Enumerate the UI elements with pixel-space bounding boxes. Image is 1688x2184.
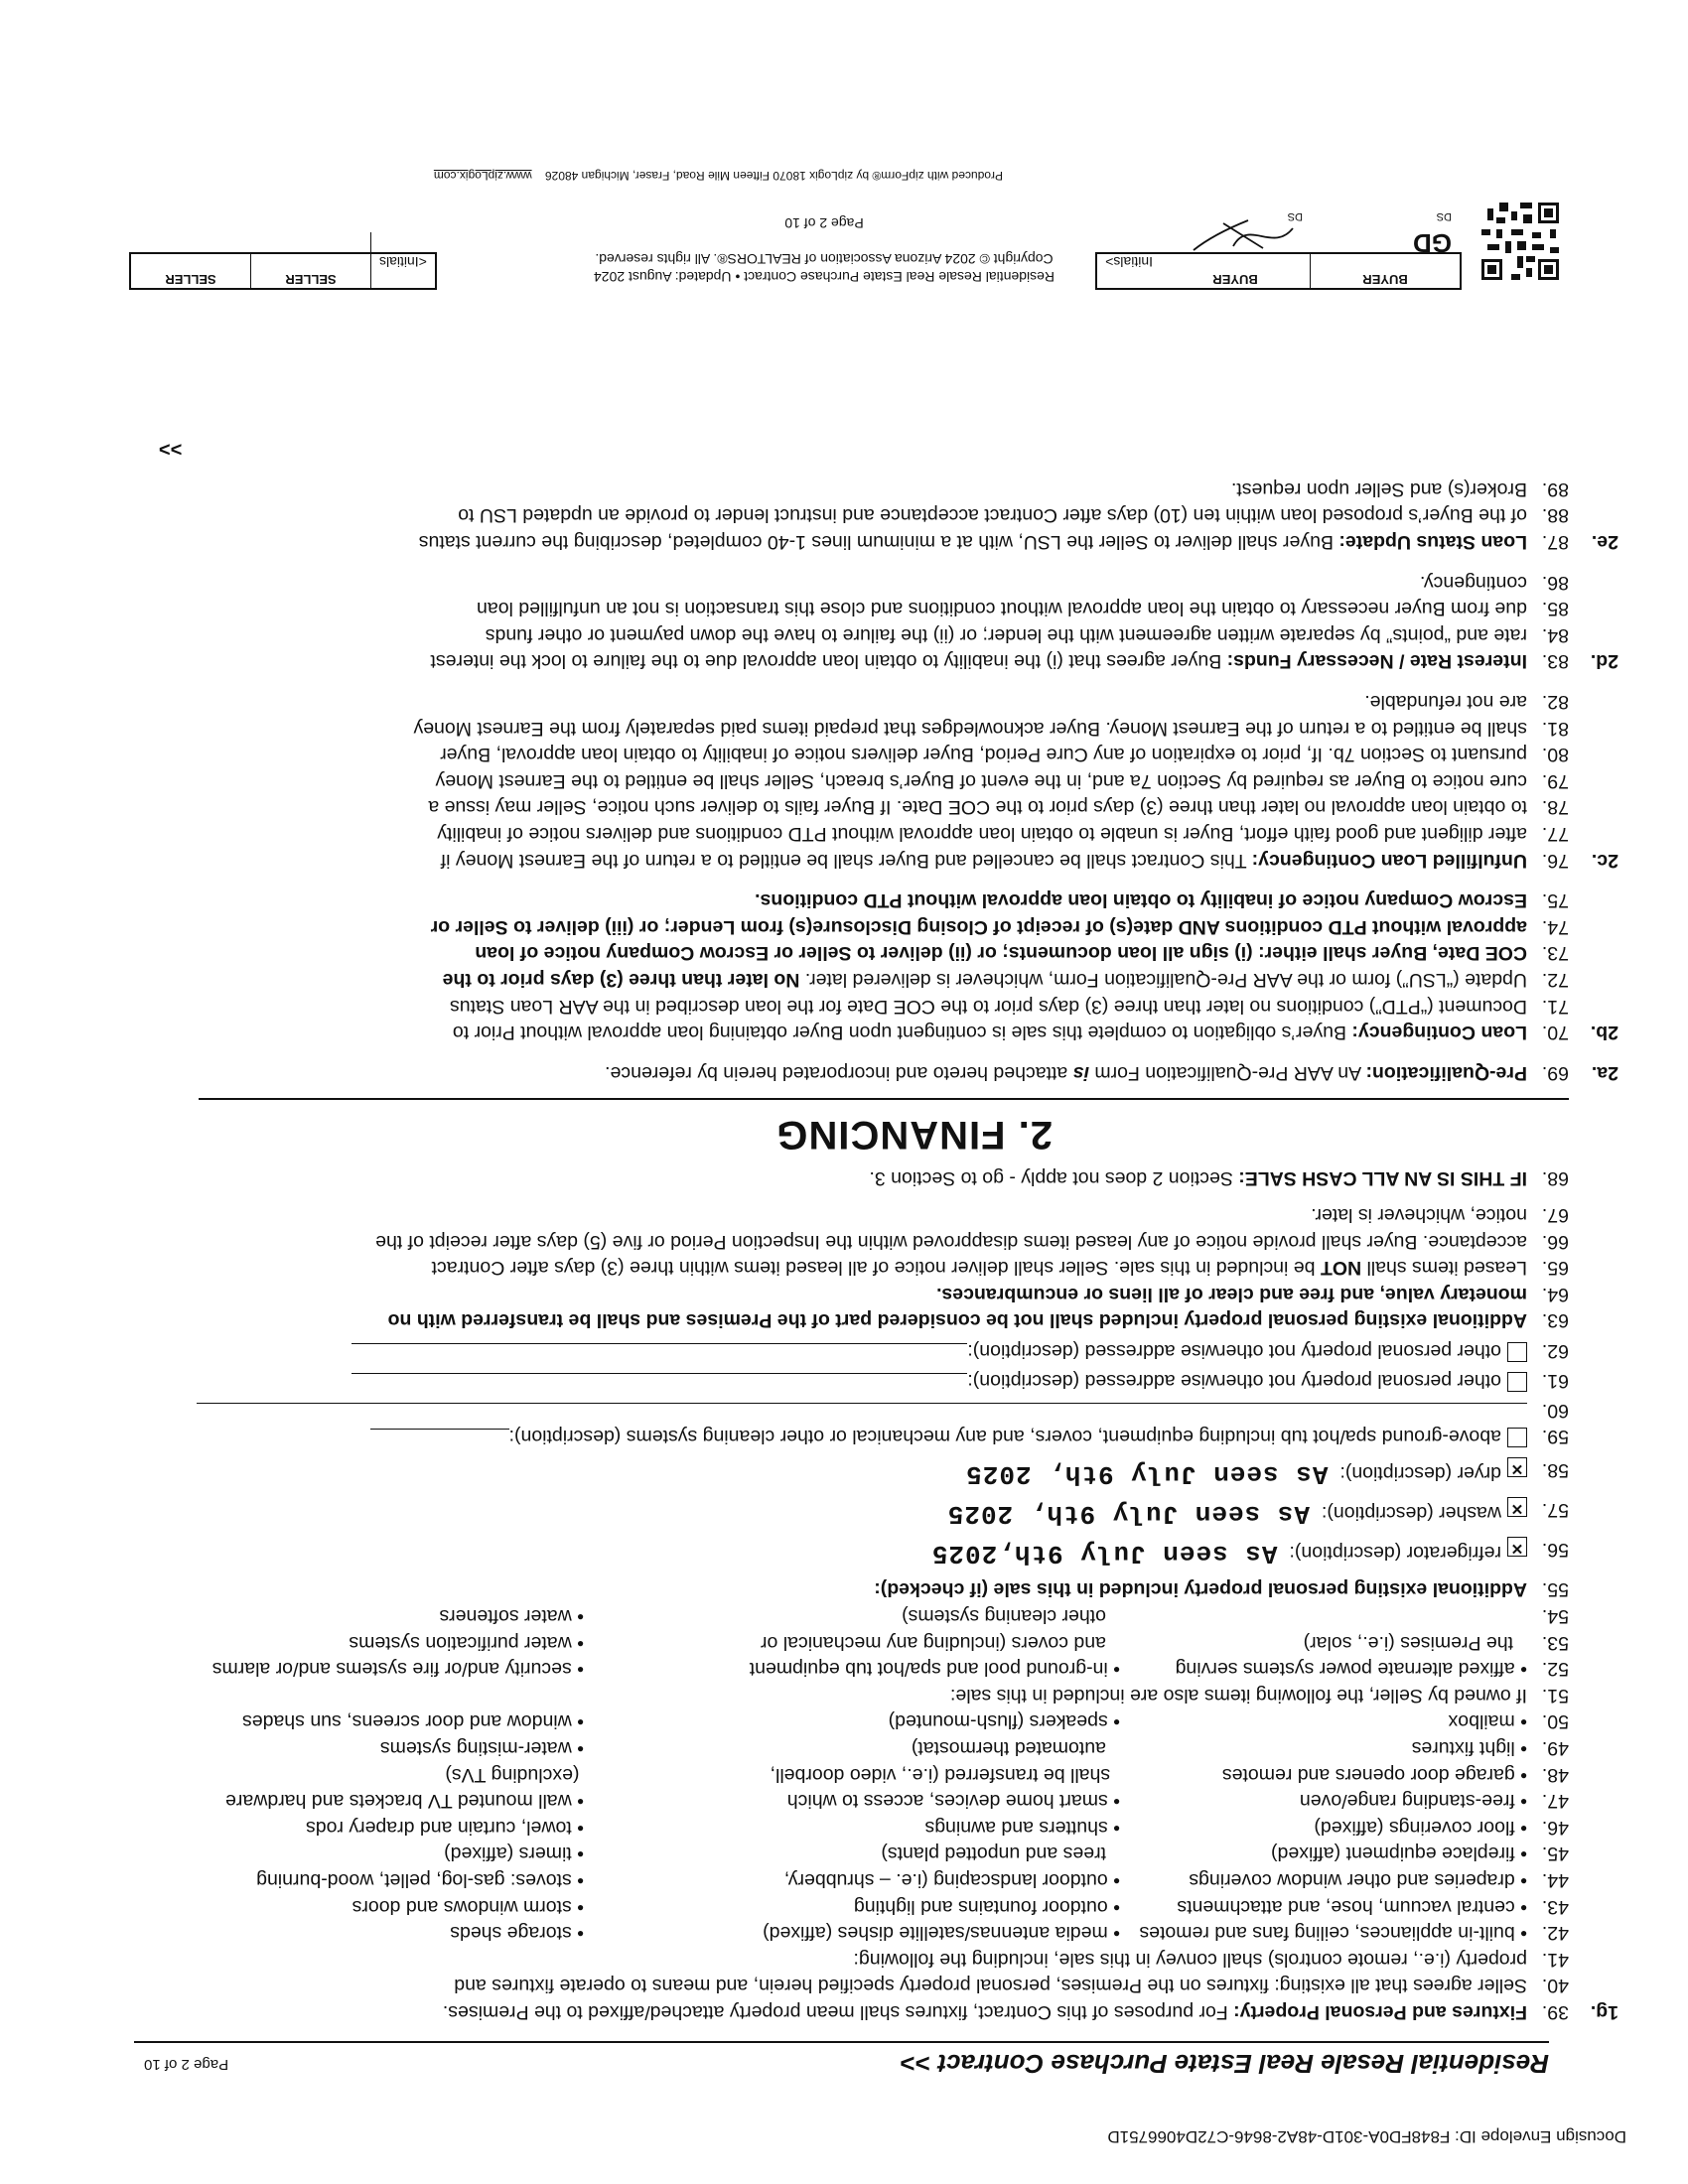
- line-82: [129, 688, 1618, 715]
- line-65: [129, 1255, 1618, 1282]
- line-number: 43.: [1541, 1895, 1569, 1918]
- line-57: [129, 1497, 1618, 1537]
- line-number: 60.: [1541, 1399, 1569, 1422]
- clause-text: Leased items shall: [1361, 1257, 1527, 1280]
- section-label: 2a.: [1591, 1061, 1618, 1084]
- fixture-item: • draperies and other window coverings: [1120, 1866, 1527, 1893]
- line-number: 50.: [1541, 1710, 1569, 1733]
- dryer-checkbox[interactable]: ✕: [1507, 1457, 1527, 1477]
- line-number: 41.: [1541, 1948, 1569, 1971]
- item-label: other personal property not otherwise addressed (description):: [967, 1369, 1501, 1392]
- fixture-item: • built-in appliances, ceiling fans and remotes: [1120, 1920, 1527, 1947]
- refrigerator-checkbox[interactable]: ✕: [1507, 1537, 1527, 1557]
- emphasis: No later than three (3) days prior to the: [442, 968, 800, 991]
- line-74: [129, 913, 1618, 940]
- emphasis: is: [1072, 1061, 1089, 1084]
- line-66: [129, 1228, 1618, 1255]
- clause-text: contingency.: [1419, 571, 1527, 594]
- emphasis: NOT: [1320, 1257, 1362, 1280]
- clause-heading: Unfulfilled Loan Contingency:: [1251, 849, 1527, 872]
- line-number: 57.: [1541, 1499, 1569, 1522]
- seller-label[interactable]: SELLER: [251, 232, 371, 288]
- clause-text: to obtain loan approval no later than three (3) days prior to the COE Date. If Buyer fails to deliver such notice, Seller may issue a: [428, 796, 1527, 819]
- line-55: [129, 1576, 1618, 1603]
- line-number: 74.: [1541, 915, 1569, 938]
- clause-text: Buyer agrees that (i) the inability to obtain loan approval due to the failure to lock the interest: [430, 650, 1227, 673]
- line-number: 70.: [1541, 1022, 1569, 1044]
- clause-text: Section 2 does not apply - go to Section 3.: [869, 1167, 1239, 1190]
- buyer-initials-signature[interactable]: [1184, 216, 1303, 258]
- fixture-item: • outdoor landscaping (i.e. – shrubbery,: [584, 1866, 1120, 1893]
- line-67: [129, 1201, 1618, 1228]
- buyer-label: BUYER: [1161, 254, 1311, 288]
- fixture-item: • window and door screens, sun shades: [137, 1708, 584, 1735]
- clause-text: Buyer shall deliver to Seller the LSU, with at a minimum lines 1-40 completed, describing the current status: [418, 531, 1339, 554]
- qr-code-icon: [1481, 203, 1559, 280]
- fixture-item: automated thermostat): [911, 1737, 1106, 1760]
- line-48: [129, 1761, 1618, 1788]
- line-78: [129, 794, 1618, 821]
- line-85: [129, 596, 1618, 622]
- line-72: [129, 966, 1618, 993]
- washer-checkbox[interactable]: ✕: [1507, 1497, 1527, 1517]
- line-63: [129, 1307, 1618, 1334]
- line-69: [129, 1059, 1618, 1086]
- section-label: 2e.: [1591, 531, 1618, 554]
- buyer-initials-signature[interactable]: GD: [1413, 228, 1452, 258]
- clause-text: Update (“LSU”) form or the AAR Pre-Qualification Form, whichever is delivered later.: [799, 968, 1527, 991]
- clause-text: after diligent and good faith effort, Buyer is unable to obtain loan approval without PTD conditions and delivers notice of inability: [437, 823, 1527, 845]
- line-number: 71.: [1541, 995, 1569, 1018]
- line-number: 80.: [1541, 744, 1569, 766]
- line-number: 55.: [1541, 1578, 1569, 1601]
- clause-text: COE Date, Buyer shall either: (i) sign all loan documents; or (ii) deliver to Seller or Escrow Company notice of loan: [475, 942, 1527, 965]
- footer-page-number: Page 2 of 10: [784, 215, 864, 231]
- line-number: 39.: [1541, 2001, 1569, 2023]
- fixture-item: trees and unpotted plants): [881, 1843, 1106, 1865]
- description-field[interactable]: [370, 1430, 509, 1450]
- clause-text: rate and “points” by separate written agreement with the lender; or (ii) the failure to have the down payment or other funds: [485, 623, 1527, 646]
- item-label: refrigerator (description):: [1289, 1541, 1501, 1564]
- line-number: 64.: [1541, 1283, 1569, 1305]
- handwritten-description[interactable]: As seen July 9th,2025: [930, 1538, 1278, 1569]
- clause-text: monetary value, and free and clear of all liens or encumbrances.: [936, 1283, 1527, 1305]
- line-number: 75.: [1541, 889, 1569, 912]
- fixture-item: • garage door openers and remotes: [1124, 1761, 1527, 1788]
- description-field[interactable]: [352, 1343, 967, 1364]
- fixture-item: • storage sheds: [137, 1920, 584, 1947]
- fixture-item: • water softeners: [137, 1603, 584, 1630]
- line-68: [129, 1165, 1618, 1192]
- line-80: [129, 742, 1618, 768]
- clause-text: Additional existing personal property included shall not be considered part of the Premises and shall be transferred with no: [387, 1309, 1527, 1332]
- seller-label[interactable]: SELLER: [131, 254, 251, 288]
- clause-heading: IF THIS IS AN ALL CASH SALE:: [1238, 1167, 1527, 1190]
- line-76: [129, 847, 1618, 874]
- fixture-item: • media antennas/satellite dishes (affixed): [584, 1920, 1120, 1947]
- fixture-item: • storm windows and doors: [137, 1893, 584, 1920]
- item-label: other personal property not otherwise addressed (description):: [967, 1339, 1501, 1362]
- fixture-item: shall be transferred (i.e., video doorbell,: [770, 1763, 1111, 1786]
- clause-text: Buyer’s obligation to complete this sale is contingent upon Buyer obtaining loan approval without Prior to: [452, 1022, 1352, 1044]
- handwritten-description[interactable]: As seen July 9th, 2025: [965, 1458, 1329, 1489]
- clause-text: Document (“PTD”) conditions no later than three (3) days prior to the COE Date for the loan described in the AAR Loan Status: [450, 995, 1527, 1018]
- line-number: 81.: [1541, 717, 1569, 740]
- line-number: 52.: [1541, 1658, 1569, 1681]
- section-label: 2b.: [1590, 1022, 1618, 1044]
- fixture-item: • mailbox: [1120, 1708, 1527, 1735]
- line-number: 40.: [1541, 1975, 1569, 1997]
- fixture-item: • shutters and awnings: [584, 1814, 1120, 1841]
- clause-heading: Additional existing personal property included in this sale (if checked):: [874, 1578, 1527, 1601]
- clause-heading: Fixtures and Personal Property:: [1233, 2001, 1527, 2023]
- line-number: 82.: [1541, 691, 1569, 714]
- line-number: 44.: [1541, 1869, 1569, 1892]
- line-59: [129, 1424, 1618, 1457]
- other-property-checkbox[interactable]: [1507, 1342, 1527, 1362]
- line-46: [129, 1814, 1618, 1841]
- handwritten-description[interactable]: As seen July 9th, 2025: [946, 1498, 1311, 1529]
- line-number: 69.: [1541, 1061, 1569, 1084]
- clause-heading: Interest Rate / Necessary Funds:: [1226, 650, 1527, 673]
- line-number: 61.: [1541, 1369, 1569, 1392]
- clause-text: pursuant to Section 7b. If, prior to expiration of any Cure Period, Buyer delivers notice of inability to obtain loan approval, Buyer: [440, 744, 1527, 766]
- section-heading: 2. FINANCING: [775, 1112, 1053, 1157]
- line-number: 84.: [1541, 623, 1569, 646]
- producer-info: [434, 169, 1003, 183]
- clause-text: shall be entitled to a return of the Earnest Money. Buyer acknowledges that prepaid items paid separately from the Earnest Money: [413, 717, 1527, 740]
- line-87: [129, 528, 1618, 555]
- fixture-item: • affixed alternate power systems serving: [1120, 1656, 1527, 1683]
- line-88: [129, 502, 1618, 529]
- clause-text: attached hereto and incorporated herein by reference.: [605, 1061, 1073, 1084]
- line-number: 47.: [1541, 1790, 1569, 1813]
- line-51: [129, 1682, 1618, 1708]
- line-42: [129, 1920, 1618, 1947]
- docusign-tag: DS: [1436, 210, 1452, 222]
- clause-text: For purposes of this Contract, fixtures shall mean property attached/affixed to the Premises.: [442, 2001, 1234, 2023]
- line-73: [129, 940, 1618, 967]
- clause-text: acceptance. Buyer shall provide notice of any leased items disapproved within the Inspection Period or five (5) days after receipt of the: [375, 1230, 1527, 1253]
- clause-text: cure notice to Buyer as required by Section 7a and, in the event of Buyer’s breach, Seller shall be entitled to the Earnest Money: [435, 769, 1527, 792]
- fixture-item: • wall mounted TV brackets and hardware: [137, 1788, 584, 1815]
- line-58: [129, 1457, 1618, 1497]
- fixture-item: • timers (affixed): [137, 1841, 584, 1867]
- line-number: 73.: [1541, 942, 1569, 965]
- fixture-item: • speakers (flush-mounted): [584, 1708, 1120, 1735]
- line-number: 53.: [1541, 1631, 1569, 1654]
- page-footer: [129, 151, 1559, 290]
- form-info: [566, 214, 1082, 286]
- description-field[interactable]: [352, 1373, 967, 1394]
- docusign-tag: DS: [1287, 210, 1303, 222]
- clause-heading: Loan Contingency:: [1351, 1022, 1527, 1044]
- seller-initials-box: [129, 252, 437, 290]
- producer-text: Produced with zipForm® by zipLogix 18070 Fifteen Mile Road, Fraser, Michigan 48026: [544, 169, 1003, 183]
- clause-text: of the Buyer’s proposed loan within ten (10) days after Contract acceptance and instruct lender to provide an updated LSU to: [458, 504, 1527, 527]
- line-75: [129, 887, 1618, 914]
- line-number: 67.: [1541, 1203, 1569, 1226]
- clause-text: This Contract shall be cancelled and Buyer shall be entitled to a return of the Earnest Money if: [440, 849, 1252, 872]
- fixture-item: • central vacuum, hose, and attachments: [1120, 1893, 1527, 1920]
- line-89: [129, 476, 1618, 502]
- page-number: Page 2 of 10: [144, 2056, 229, 2073]
- line-number: 79.: [1541, 769, 1569, 792]
- fixture-item: (excluding TVs): [445, 1763, 580, 1786]
- line-number: 85.: [1541, 598, 1569, 620]
- item-label: washer (description):: [1322, 1501, 1501, 1524]
- line-71: [129, 993, 1618, 1020]
- copyright: Copyright © 2024 Arizona Association of REALTORS®. All rights reserved.: [595, 251, 1054, 267]
- fixture-item: • outdoor fountains and lighting: [584, 1893, 1120, 1920]
- line-number: 88.: [1541, 504, 1569, 527]
- clause-text: Seller agrees that all existing: fixtures on the Premises, personal property specified herein, and means to operate fixtures and: [454, 1975, 1527, 1997]
- line-number: 56.: [1541, 1539, 1569, 1562]
- fixture-item: the Premises (i.e., solar): [1303, 1631, 1513, 1654]
- continue-marker: >>: [159, 438, 183, 461]
- line-number: 83.: [1541, 650, 1569, 673]
- fixture-item: • stoves: gas-log, pellet, wood-burning: [137, 1866, 584, 1893]
- fixture-item: • security and/or fire systems and/or alarms: [137, 1656, 584, 1683]
- line-54: [129, 1603, 1618, 1630]
- fixture-item: and covers (including any mechanical or: [761, 1631, 1106, 1654]
- line-number: 78.: [1541, 796, 1569, 819]
- line-number: 68.: [1541, 1167, 1569, 1190]
- line-43: [129, 1893, 1618, 1920]
- line-number: 62.: [1541, 1339, 1569, 1362]
- line-56: [129, 1537, 1618, 1576]
- line-number: 65.: [1541, 1257, 1569, 1280]
- line-number: 76.: [1541, 849, 1569, 872]
- item-label: dryer (description):: [1339, 1461, 1501, 1484]
- line-number: 86.: [1541, 571, 1569, 594]
- clause-text: are not refundable.: [1364, 691, 1527, 714]
- fixture-item: • towel, curtain and drapery rods: [137, 1814, 584, 1841]
- line-61: [129, 1367, 1618, 1397]
- spa-checkbox[interactable]: [1507, 1429, 1527, 1448]
- line-64: [129, 1281, 1618, 1307]
- line-81: [129, 715, 1618, 742]
- fixture-item: • fireplace equipment (affixed): [1120, 1841, 1527, 1867]
- other-property-checkbox[interactable]: [1507, 1372, 1527, 1392]
- fixture-item: • water-misting systems: [137, 1734, 584, 1761]
- line-50: [129, 1708, 1618, 1735]
- line-86: [129, 569, 1618, 596]
- contract-body: [129, 436, 1618, 2025]
- fixture-item: • water purification systems: [137, 1629, 584, 1656]
- fixture-item: • light fixtures: [1120, 1734, 1527, 1761]
- line-number: 58.: [1541, 1459, 1569, 1482]
- fixture-item: • free-standing range/oven: [1120, 1788, 1527, 1815]
- clause-text: If owned by Seller, the following items also are included in this sale:: [950, 1684, 1527, 1706]
- clause-heading: Pre-Qualification:: [1365, 1061, 1527, 1084]
- clause-text: be included in this sale. Seller shall deliver notice of all leased items within three (3) days after Contract: [431, 1257, 1321, 1280]
- line-77: [129, 820, 1618, 847]
- form-title: Residential Resale Real Estate Purchase Contract >>: [900, 2049, 1549, 2079]
- clause-text: Broker(s) and Seller upon request.: [1230, 478, 1527, 500]
- line-number: 77.: [1541, 823, 1569, 845]
- line-53: [129, 1629, 1618, 1656]
- description-field[interactable]: [197, 1403, 1527, 1424]
- line-45: [129, 1841, 1618, 1867]
- line-41: [129, 1946, 1618, 1973]
- line-number: 72.: [1541, 968, 1569, 991]
- clause-text: An AAR Pre-Qualification Form: [1088, 1061, 1366, 1084]
- line-62: [129, 1337, 1618, 1367]
- line-40: [129, 1973, 1618, 1999]
- clause-text: approval without PTD conditions AND date(s) of receipt of Closing Disclosure(s) from Lender; or (iii) deliver to Seller or: [430, 915, 1527, 938]
- line-number: 89.: [1541, 478, 1569, 500]
- line-number: 49.: [1541, 1737, 1569, 1760]
- line-number: 59.: [1541, 1426, 1569, 1448]
- section-label: 2d.: [1590, 650, 1618, 673]
- fixture-item: other cleaning systems): [902, 1605, 1106, 1628]
- clause-text: due from Buyer necessary to obtain the loan approval without conditions and close this transaction is not an unfulfilled loan: [477, 598, 1527, 620]
- clause-text: notice, whichever is later.: [1311, 1203, 1527, 1226]
- divider: [134, 2041, 1549, 2043]
- line-44: [129, 1866, 1618, 1893]
- line-52: [129, 1656, 1618, 1683]
- initials-label: <Initials: [379, 254, 427, 270]
- clause-text: property (i.e., remote controls) shall convey in this sale, including the following:: [853, 1948, 1527, 1971]
- line-number: 63.: [1541, 1309, 1569, 1332]
- item-label: above-ground spa/hot tub including equipment, covers, and any mechanical or other cleaning systems (description):: [508, 1426, 1501, 1448]
- line-84: [129, 621, 1618, 648]
- line-83: [129, 648, 1618, 675]
- fixture-item: • smart home devices, access to which: [584, 1788, 1120, 1815]
- line-79: [129, 767, 1618, 794]
- line-49: [129, 1734, 1618, 1761]
- line-number: 87.: [1541, 531, 1569, 554]
- line-39: [129, 1998, 1618, 2025]
- line-number: 42.: [1541, 1922, 1569, 1945]
- line-number: 51.: [1541, 1684, 1569, 1706]
- clause-heading: Loan Status Update:: [1338, 531, 1527, 554]
- initials-label: Initials>: [1105, 254, 1153, 270]
- envelope-id: Docusign Envelope ID: F848FD0A-301D-48A2-8646-C72D4066751D: [1107, 2127, 1626, 2146]
- financing-header: [199, 1098, 1569, 1157]
- clause-text: Escrow Company notice of inability to obtain loan approval without PTD conditions.: [755, 889, 1527, 912]
- line-number: 48.: [1541, 1763, 1569, 1786]
- line-70: [129, 1020, 1618, 1046]
- line-number: 54.: [1541, 1605, 1569, 1628]
- line-number: 45.: [1541, 1843, 1569, 1865]
- line-number: 66.: [1541, 1230, 1569, 1253]
- fixture-item: • in-ground pool and spa/hot tub equipment: [584, 1656, 1120, 1683]
- fixture-item: [1120, 1603, 1527, 1630]
- line-60: [129, 1397, 1618, 1424]
- line-47: [129, 1788, 1618, 1815]
- section-label: 2c.: [1591, 849, 1618, 872]
- section-label: 1g.: [1590, 2001, 1618, 2023]
- buyer-label: BUYER: [1362, 272, 1408, 287]
- fixture-item: • floor coverings (affixed): [1120, 1814, 1527, 1841]
- producer-website[interactable]: www.zipLogix.com: [433, 169, 532, 183]
- form-name: Residential Resale Real Estate Purchase Contract • Updated: August 2024: [593, 269, 1055, 285]
- line-number: 46.: [1541, 1816, 1569, 1839]
